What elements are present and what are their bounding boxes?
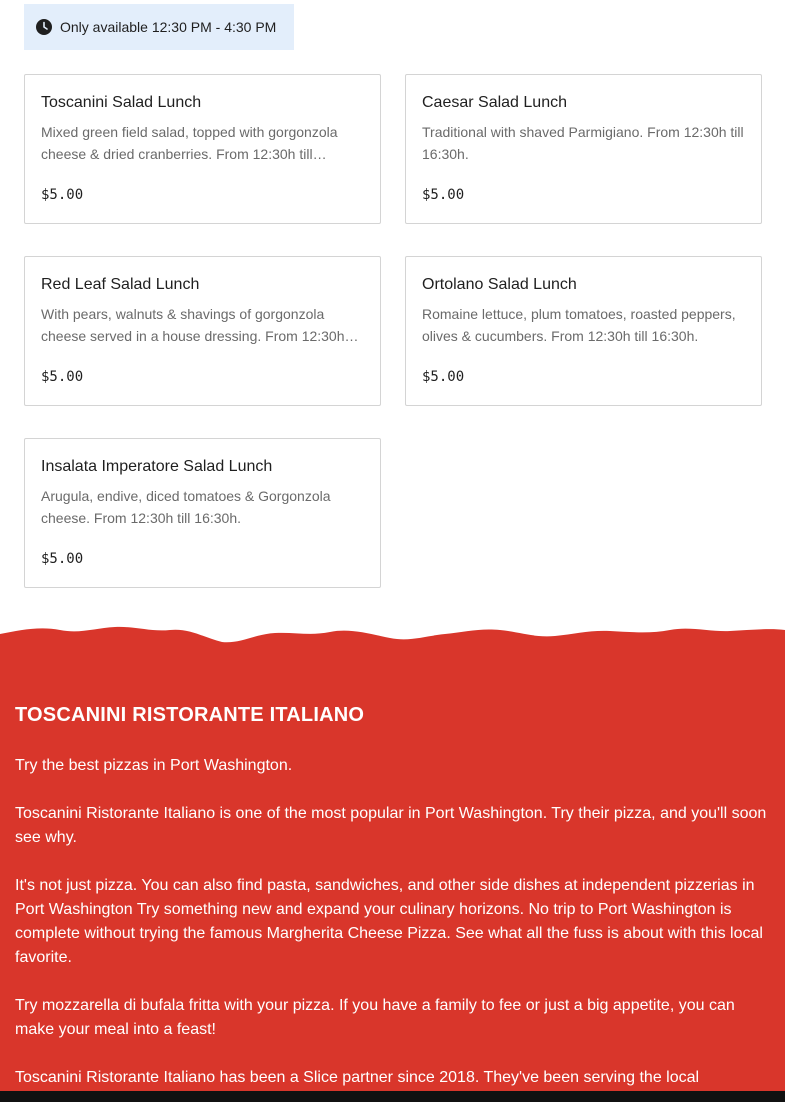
footer-paragraph: Toscanini Ristorante Italiano is one of the most popular in Port Washington. Try their pizza, and you'll soon see why.: [15, 805, 767, 846]
menu-item-price: $5.00: [422, 187, 465, 203]
menu-item-name: Insalata Imperatore Salad Lunch: [41, 458, 273, 475]
bottom-edge: [0, 1091, 785, 1102]
footer-paragraph: Toscanini Ristorante Italiano has been a Slice partner since 2018. They've been serving the local: [15, 1069, 700, 1086]
menu-item-name: Ortolano Salad Lunch: [422, 276, 577, 293]
menu-item-price: $5.00: [41, 551, 84, 567]
menu-item-card[interactable]: [24, 256, 381, 406]
availability-text: Only available 12:30 PM - 4:30 PM: [60, 19, 277, 35]
menu-item-card[interactable]: [24, 438, 381, 588]
footer-paragraph: Try mozzarella di bufala fritta with your pizza. If you have a family to fee or just a big appetite, you can make your meal into a feast!: [15, 997, 735, 1038]
menu-item-card[interactable]: [405, 256, 762, 406]
menu-item-description: Traditional with shaved Parmigiano. From 12:30h till 16:30h.: [422, 124, 744, 162]
menu-item-price: $5.00: [41, 369, 84, 385]
menu-item-description: Arugula, endive, diced tomatoes & Gorgonzola cheese. From 12:30h till 16:30h.: [41, 488, 331, 526]
menu-item-card[interactable]: [405, 74, 762, 224]
restaurant-info-footer: [0, 624, 785, 1102]
availability-banner: [24, 4, 294, 50]
menu-item-card[interactable]: [24, 74, 381, 224]
footer-paragraph: Try the best pizzas in Port Washington.: [15, 757, 293, 774]
footer-paragraph: It's not just pizza. You can also find pasta, sandwiches, and other side dishes at independent pizzerias in Port Washington Try something new and expand your culinary horizons. No trip to Port Washington is complete without trying the famous Margherita Cheese Pizza. See what all the fuss is about with this local favorite.: [15, 877, 763, 966]
restaurant-title: TOSCANINI RISTORANTE ITALIANO: [15, 704, 365, 726]
menu-item-name: Caesar Salad Lunch: [422, 94, 567, 111]
menu-item-price: $5.00: [422, 369, 465, 385]
clock-icon: [36, 19, 52, 35]
menu-item-description: With pears, walnuts & shavings of gorgonzola cheese served in a house dressing. From 12:30h…: [41, 306, 359, 344]
menu-item-name: Red Leaf Salad Lunch: [41, 276, 200, 293]
menu-item-description: Mixed green field salad, topped with gorgonzola cheese & dried cranberries. From 12:30h till…: [41, 124, 338, 162]
menu-item-description: Romaine lettuce, plum tomatoes, roasted peppers, olives & cucumbers. From 12:30h till 16:30h.: [422, 306, 736, 344]
menu-item-name: Toscanini Salad Lunch: [41, 94, 202, 111]
menu-item-price: $5.00: [41, 187, 84, 203]
